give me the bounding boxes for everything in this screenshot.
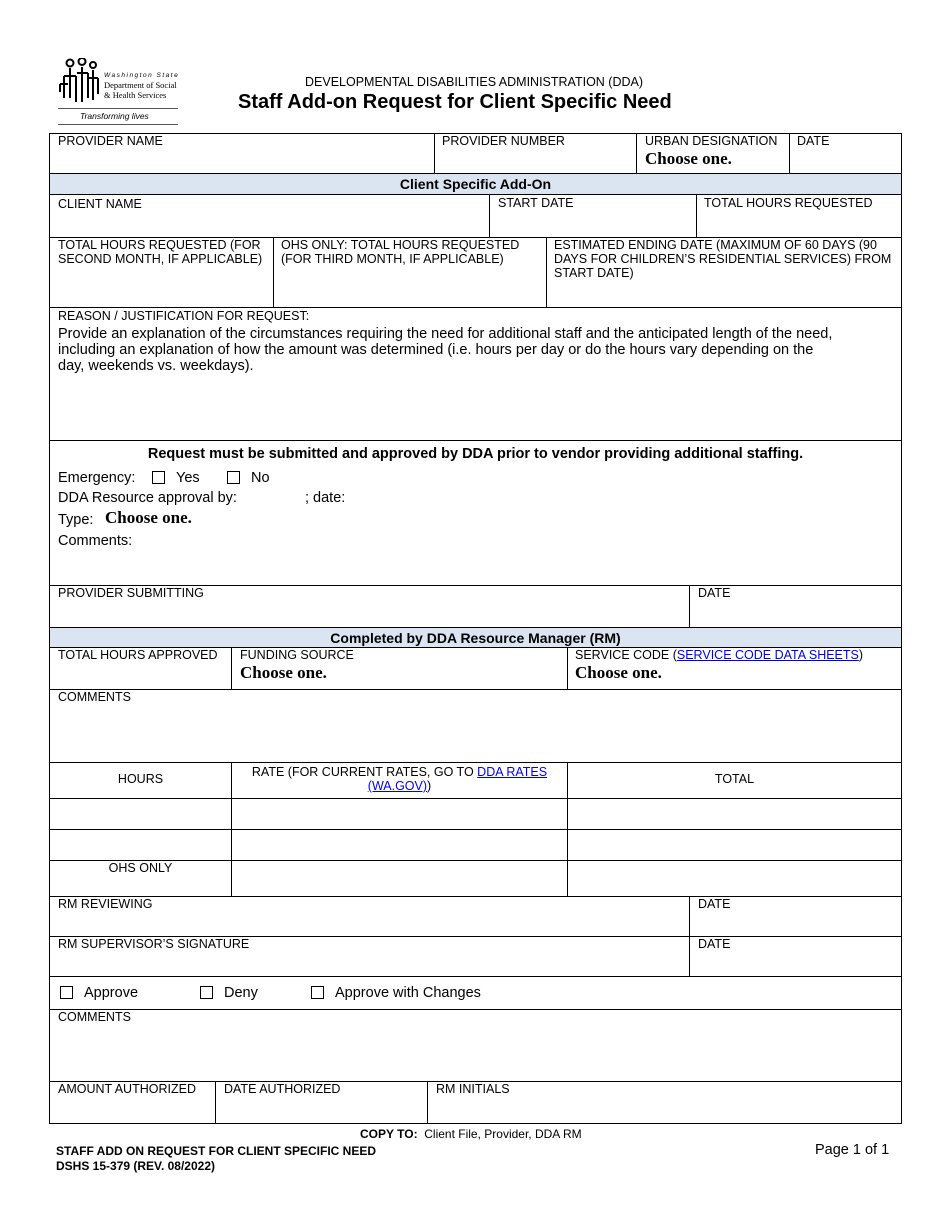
date-authorized-field[interactable] — [215, 1081, 428, 1124]
copy-to-label: COPY TO: — [360, 1127, 418, 1141]
urban-designation-field[interactable] — [636, 133, 790, 174]
amount-authorized-field[interactable] — [49, 1081, 216, 1124]
rm-initials-label: RM INITIALS — [436, 1082, 510, 1096]
service-code-select[interactable]: Choose one. — [575, 663, 662, 682]
deny-checkbox[interactable] — [200, 986, 213, 999]
rm-reviewing-field[interactable] — [49, 896, 690, 937]
resource-approval-label: DDA Resource approval by: — [58, 490, 237, 506]
approve-label: Approve — [84, 985, 139, 1001]
rate-header: RATE (FOR CURRENT RATES, GO TO DDA RATES (WA.GOV)) — [231, 762, 568, 799]
provider-submitting-field[interactable] — [49, 585, 690, 628]
start-date-label: START DATE — [498, 196, 574, 210]
submit-date-label: DATE — [698, 586, 731, 600]
people-logo-icon — [58, 58, 102, 106]
provider-name-field[interactable] — [49, 133, 435, 174]
date-field[interactable] — [789, 133, 902, 174]
emergency-yes-checkbox[interactable] — [152, 471, 165, 484]
reason-instructions: Provide an explanation of the circumstances requiring the need for additional staff and the anticipated length of the need, including an explanation of how the amount was determined (i.e. hours per day or do the hours vary depending on the day, weekends vs. weekdays). — [58, 326, 833, 374]
rm-reviewing-date-field[interactable] — [689, 896, 902, 937]
emergency-no-label: No — [251, 470, 270, 486]
total-cell-1[interactable] — [567, 798, 902, 830]
funding-source-field[interactable] — [231, 647, 568, 690]
copy-to-value: Client File, Provider, DDA RM — [424, 1127, 582, 1141]
service-code-field[interactable] — [567, 647, 902, 690]
dda-rates-link-2[interactable]: (WA.GOV) — [367, 779, 428, 793]
decision-row — [49, 976, 902, 1010]
date-label: DATE — [797, 134, 830, 148]
copy-to — [360, 1127, 582, 1141]
client-name-field[interactable] — [49, 194, 490, 238]
resource-approval-date-label: ; date: — [305, 490, 346, 506]
emergency-no-checkbox[interactable] — [227, 471, 240, 484]
rm-reviewing-label: RM REVIEWING — [58, 897, 153, 911]
total-hours-requested-field[interactable] — [696, 194, 902, 238]
approve-checkbox[interactable] — [60, 986, 73, 999]
deny-label: Deny — [224, 985, 258, 1001]
rate-cell-1[interactable] — [231, 798, 568, 830]
urban-designation-label: URBAN DESIGNATION — [645, 134, 778, 148]
hours-header: HOURS — [49, 762, 232, 799]
estimated-end-date-label: ESTIMATED ENDING DATE (MAXIMUM OF 60 DAYS (90 DAYS FOR CHILDREN’S RESIDENTIAL SERVICES) FROM START DATE) — [554, 238, 892, 280]
logo-state-text: Washington State — [104, 72, 180, 79]
reason-justification-field[interactable] — [49, 307, 902, 441]
second-month-hours-label: TOTAL HOURS REQUESTED (FOR SECOND MONTH, IF APPLICABLE) — [58, 238, 263, 266]
total-cell-2[interactable] — [567, 829, 902, 861]
emergency-yes-label: Yes — [176, 470, 200, 486]
logo-tagline: Transforming lives — [80, 111, 149, 121]
form-identifier — [56, 1144, 376, 1174]
form-title: Staff Add-on Request for Client Specific Need — [238, 91, 672, 113]
provider-number-label: PROVIDER NUMBER — [442, 134, 565, 148]
ohs-only-label: OHS ONLY — [108, 861, 173, 875]
rm-supervisor-label: RM SUPERVISOR’S SIGNATURE — [58, 937, 250, 951]
date-authorized-label: DATE AUTHORIZED — [224, 1082, 341, 1096]
rm-supervisor-signature-field[interactable] — [49, 936, 690, 977]
provider-submitting-label: PROVIDER SUBMITTING — [58, 586, 204, 600]
provider-name-label: PROVIDER NAME — [58, 134, 163, 148]
rm-supervisor-date-label: DATE — [698, 937, 731, 951]
section-resource-manager: Completed by DDA Resource Manager (RM) — [49, 627, 902, 648]
page-number: Page 1 of 1 — [815, 1142, 890, 1158]
rm-initials-field[interactable] — [427, 1081, 902, 1124]
total-cell-3[interactable] — [567, 860, 902, 897]
type-select[interactable]: Choose one. — [105, 508, 192, 527]
hours-cell-1[interactable] — [49, 798, 232, 830]
service-code-data-sheets-link[interactable]: SERVICE CODE DATA SHEETS — [676, 648, 859, 662]
second-month-hours-field[interactable] — [49, 237, 274, 308]
funding-source-label: FUNDING SOURCE — [240, 648, 354, 662]
hours-cell-2[interactable] — [49, 829, 232, 861]
type-label: Type: — [58, 512, 94, 528]
reason-label: REASON / JUSTIFICATION FOR REQUEST: — [58, 309, 310, 323]
approve-with-changes-label: Approve with Changes — [335, 985, 481, 1001]
approve-with-changes-checkbox[interactable] — [311, 986, 324, 999]
approval-block — [49, 440, 902, 586]
rm-reviewing-date-label: DATE — [698, 897, 731, 911]
section-client-specific-add-on: Client Specific Add-On — [49, 173, 902, 195]
estimated-end-date-field[interactable] — [546, 237, 902, 308]
rm-comments-field[interactable] — [49, 689, 902, 763]
comments-label: Comments: — [58, 533, 133, 549]
rm-supervisor-date-field[interactable] — [689, 936, 902, 977]
logo-dept-text: Department of Social & Health Services — [104, 80, 177, 100]
emergency-label: Emergency: — [58, 470, 136, 486]
rate-cell-3[interactable] — [231, 860, 568, 897]
form-name: STAFF ADD ON REQUEST FOR CLIENT SPECIFIC NEED — [56, 1144, 377, 1158]
amount-authorized-label: AMOUNT AUTHORIZED — [58, 1082, 196, 1096]
funding-source-select[interactable]: Choose one. — [240, 663, 327, 682]
approval-notice: Request must be submitted and approved by DDA prior to vendor providing additional staffing. — [147, 446, 804, 462]
dshs-logo — [58, 58, 180, 126]
client-name-label: CLIENT NAME — [58, 197, 142, 211]
dda-rates-link[interactable]: DDA RATES — [477, 765, 548, 779]
start-date-field[interactable] — [489, 194, 697, 238]
form-number: DSHS 15-379 (REV. 08/2022) — [56, 1159, 215, 1173]
total-hours-approved-field[interactable] — [49, 647, 232, 690]
total-hours-requested-label: TOTAL HOURS REQUESTED — [704, 196, 873, 210]
total-header: TOTAL — [567, 762, 902, 799]
form-subtitle: DEVELOPMENTAL DISABILITIES ADMINISTRATION (DDA) — [305, 75, 644, 89]
total-hours-approved-label: TOTAL HOURS APPROVED — [58, 648, 218, 662]
provider-number-field[interactable] — [434, 133, 637, 174]
rm-comments-label: COMMENTS — [58, 690, 131, 704]
decision-comments-field[interactable] — [49, 1009, 902, 1082]
ohs-only-cell[interactable] — [49, 860, 232, 897]
submit-date-field[interactable] — [689, 585, 902, 628]
urban-designation-select[interactable]: Choose one. — [645, 149, 732, 168]
decision-comments-label: COMMENTS — [58, 1010, 131, 1024]
third-month-hours-field[interactable] — [273, 237, 547, 308]
third-month-hours-label: OHS ONLY: TOTAL HOURS REQUESTED (FOR THIRD MONTH, IF APPLICABLE) — [281, 238, 520, 266]
rate-cell-2[interactable] — [231, 829, 568, 861]
service-code-label: SERVICE CODE (SERVICE CODE DATA SHEETS) — [575, 648, 864, 662]
